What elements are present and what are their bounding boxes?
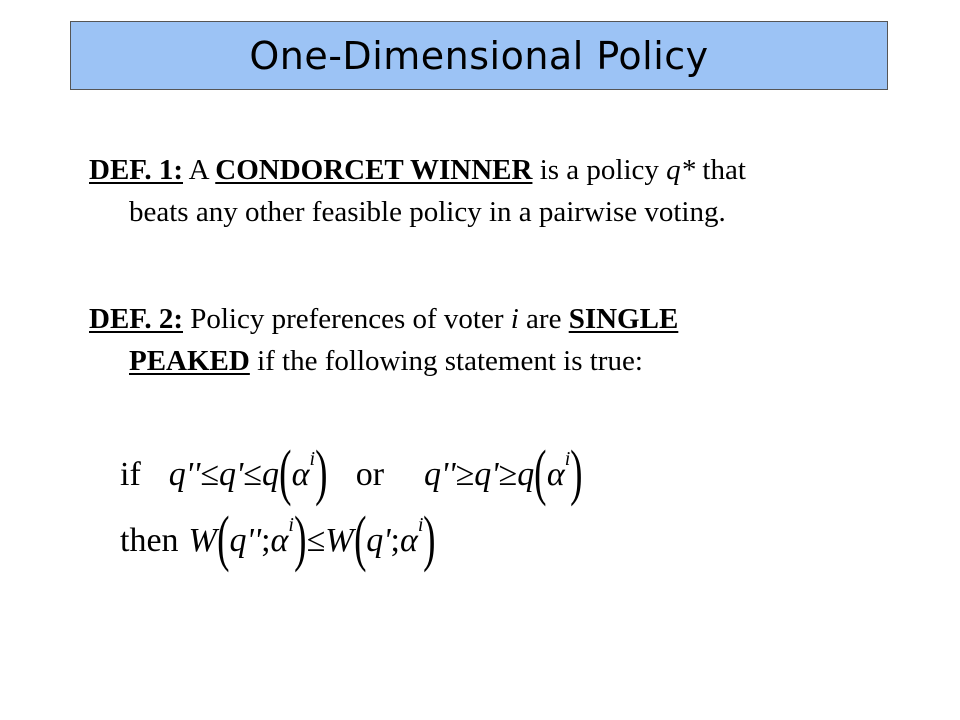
or-keyword: or (355, 456, 385, 493)
q-double-prime: q'' (229, 522, 262, 559)
superscript-i: i (564, 447, 571, 470)
superscript-i: i (309, 447, 316, 470)
def2-label: DEF. 2: (89, 303, 183, 335)
definition-2-line-1 (89, 298, 869, 340)
q-function: q (261, 456, 279, 493)
then-keyword: then (120, 522, 179, 559)
def2-post: if the following statement is true: (249, 345, 643, 377)
semicolon: ; (390, 522, 400, 559)
def1-pre: A (183, 154, 216, 186)
q-prime: q' (366, 522, 391, 559)
def2-mid: are (518, 303, 569, 335)
def1-label: DEF. 1: (89, 154, 183, 186)
def1-mid: is a policy (532, 154, 667, 186)
le-symbol: ≤ (243, 456, 262, 493)
right-paren: ) (315, 439, 328, 507)
slide-title: One-Dimensional Policy (249, 33, 709, 78)
ge-symbol: ≥ (455, 456, 475, 493)
le-symbol: ≤ (306, 522, 326, 559)
left-paren: ( (534, 439, 547, 507)
w-function: W (325, 522, 354, 559)
superscript-i: i (417, 513, 424, 536)
q-double-prime: q'' (424, 456, 456, 493)
formula-condition (120, 439, 583, 507)
right-paren: ) (423, 505, 436, 573)
le-symbol: ≤ (200, 456, 219, 493)
q-double-prime: q'' (168, 456, 201, 493)
definition-2-line-2 (89, 340, 869, 382)
peaked-term: PEAKED (129, 345, 250, 377)
single-term: SINGLE (568, 303, 679, 335)
def2-pre: Policy preferences of voter (183, 303, 511, 335)
definition-1-line-1 (89, 149, 869, 191)
condorcet-winner-term: CONDORCET WINNER (215, 154, 533, 186)
right-paren: ) (294, 505, 307, 573)
definition-1 (89, 149, 869, 233)
ge-symbol: ≥ (498, 456, 518, 493)
left-paren: ( (353, 505, 367, 573)
semicolon: ; (261, 522, 271, 559)
w-function: W (188, 522, 217, 559)
definition-2 (89, 298, 869, 382)
right-paren: ) (570, 439, 583, 507)
formula-consequence (120, 505, 436, 573)
left-paren: ( (217, 505, 230, 573)
def1-post: that (695, 154, 746, 186)
def1-variable: q* (666, 154, 696, 186)
def2-variable: i (510, 303, 519, 335)
alpha-symbol: α (546, 456, 565, 493)
q-prime: q' (219, 456, 244, 493)
slide-title-box (70, 21, 888, 90)
alpha-symbol: α (400, 522, 418, 559)
if-keyword: if (120, 456, 141, 493)
alpha-symbol: α (291, 456, 310, 493)
q-prime: q' (474, 456, 499, 493)
q-function: q (517, 456, 535, 493)
alpha-symbol: α (270, 522, 289, 559)
definition-1-line-2: beats any other feasible policy in a pairwise voting. (129, 196, 726, 228)
superscript-i: i (288, 513, 294, 536)
left-paren: ( (279, 439, 292, 507)
